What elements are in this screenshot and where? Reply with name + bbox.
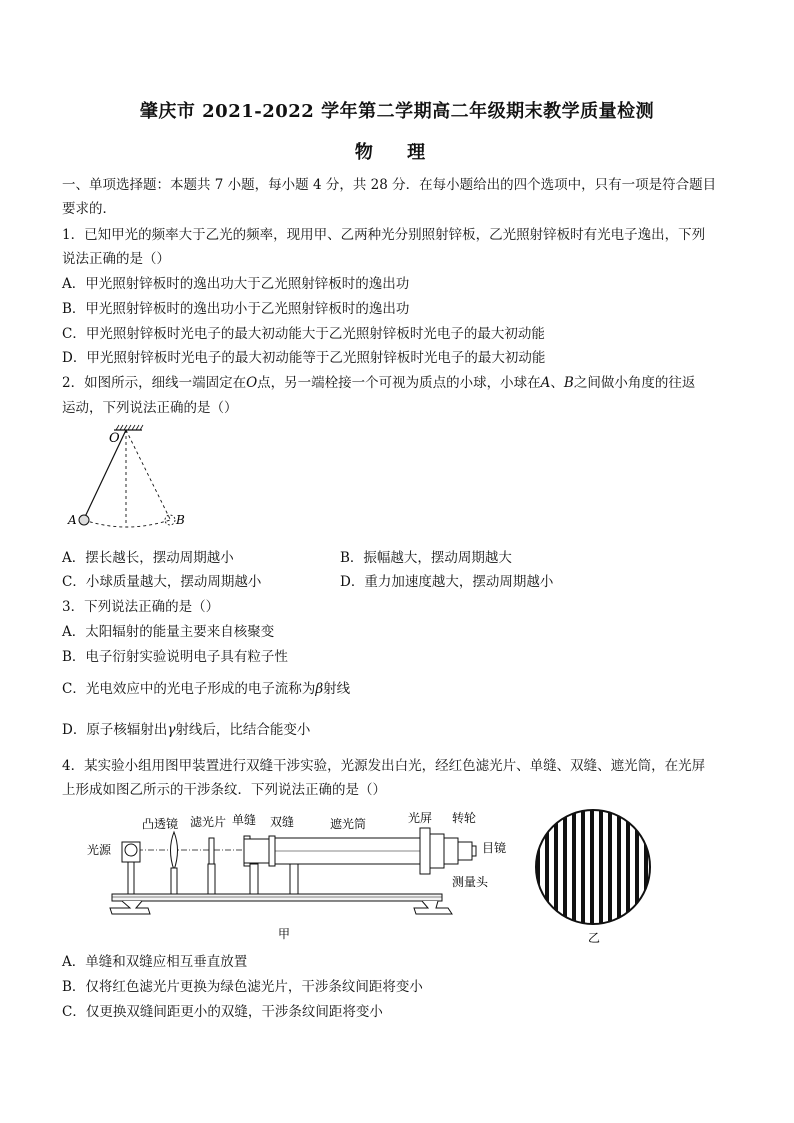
q4-stem-line1: 4．某实验小组用图甲装置进行双缝干涉实验，光源发出白光，经红色滤光片、单缝、双缝、遮光筒，在光屏 bbox=[62, 758, 706, 774]
label-a: A bbox=[68, 513, 77, 527]
subject-title: 物 理 bbox=[354, 142, 440, 163]
label-light-source: 光源 bbox=[87, 843, 112, 857]
double-slit-apparatus-figure bbox=[82, 808, 522, 946]
dark-fringe bbox=[608, 808, 612, 928]
q3-d-text: 射线后，比结合能变小 bbox=[175, 722, 311, 738]
light-source-post bbox=[128, 862, 134, 894]
filter-post bbox=[208, 864, 215, 894]
pendulum-ball-ghost bbox=[165, 515, 175, 525]
measuring-wheel bbox=[444, 838, 458, 864]
dark-fringe bbox=[644, 808, 648, 928]
q2-point-b: B bbox=[563, 375, 574, 391]
label-fig-jia: 甲 bbox=[278, 927, 291, 941]
label-single-slit: 单缝 bbox=[232, 813, 257, 827]
q2-stem-part: 之间做小角度的往返 bbox=[573, 375, 696, 391]
right-dashed-string bbox=[126, 430, 170, 519]
q1-option-c: C．甲光照射锌板时光电子的最大初动能大于乙光照射锌板时光电子的最大初动能 bbox=[62, 326, 545, 342]
rail-right-stand bbox=[414, 901, 452, 914]
swing-arc bbox=[84, 520, 170, 527]
label-measuring-head: 测量头 bbox=[452, 875, 489, 889]
q4-option-a: A．单缝和双缝应相互垂直放置 bbox=[62, 954, 248, 970]
label-eyepiece: 目镜 bbox=[482, 841, 507, 855]
dark-fringe bbox=[590, 808, 594, 928]
q2-option-c: C．小球质量越大，摆动周期越小 bbox=[62, 574, 262, 590]
optical-rail bbox=[112, 894, 442, 901]
exam-title: 肇庆市 2021-2022 学年第二学期高二年级期末教学质量检测 bbox=[139, 101, 655, 122]
tube-left-post bbox=[250, 864, 258, 894]
q3-c-text: C．光电效应中的光电子形成的电子流称为 bbox=[62, 681, 316, 697]
q1-option-a: A．甲光照射锌板时的逸出功大于乙光照射锌板时的逸出功 bbox=[62, 276, 410, 292]
dark-fringe bbox=[545, 808, 549, 928]
dark-fringe bbox=[581, 808, 585, 928]
convex-lens bbox=[171, 832, 178, 870]
q2-option-b: B．振幅越大，摆动周期越大 bbox=[340, 550, 512, 566]
q3-c-text: 射线 bbox=[323, 681, 351, 697]
label-hood: 遮光筒 bbox=[330, 817, 367, 831]
q1-stem-line2: 说法正确的是（） bbox=[62, 251, 170, 267]
label-screen: 光屏 bbox=[408, 811, 433, 825]
q3-option-a: A．太阳辐射的能量主要来自核聚变 bbox=[62, 624, 275, 640]
q3-stem: 3．下列说法正确的是（） bbox=[62, 599, 220, 615]
q1-option-b: B．甲光照射锌板时的逸出功小于乙光照射锌板时的逸出功 bbox=[62, 301, 410, 317]
screen-plate bbox=[420, 828, 430, 874]
label-convex-lens: 凸透镜 bbox=[142, 817, 179, 831]
pendulum-figure bbox=[62, 422, 202, 534]
section-instruction-line2: 要求的． bbox=[62, 201, 116, 217]
q1-stem-line1: 1．已知甲光的频率大于乙光的频率，现用甲、乙两种光分别照射锌板，乙光照射锌板时有光电子逸出，下列 bbox=[62, 227, 706, 243]
q1-option-d: D．甲光照射锌板时光电子的最大初动能等于乙光照射锌板时光电子的最大初动能 bbox=[62, 350, 546, 366]
q2-option-d: D．重力加速度越大，摆动周期越小 bbox=[340, 574, 554, 590]
label-o: O bbox=[109, 431, 120, 446]
measuring-head-body bbox=[430, 834, 444, 868]
dark-fringe bbox=[563, 808, 567, 928]
label-fig-yi: 乙 bbox=[588, 931, 601, 945]
beta-symbol: β bbox=[315, 681, 324, 697]
q3-option-d bbox=[62, 721, 310, 739]
q4-option-c: C．仅更换双缝间距更小的双缝，干涉条纹间距将变小 bbox=[62, 1004, 383, 1020]
dark-fringe bbox=[635, 808, 639, 928]
eyepiece bbox=[458, 842, 472, 860]
label-double-slit: 双缝 bbox=[270, 815, 295, 829]
pendulum-ball bbox=[79, 515, 89, 525]
double-slit bbox=[269, 836, 275, 866]
dark-fringe bbox=[617, 808, 621, 928]
eyepiece-cap bbox=[472, 846, 476, 856]
q2-stem-line1 bbox=[62, 374, 695, 392]
interference-fringes-figure bbox=[532, 808, 658, 948]
filter-plate bbox=[209, 838, 214, 864]
q3-d-text: D．原子核辐射出 bbox=[62, 722, 168, 738]
q2-option-a: A．摆长越长，摆动周期越小 bbox=[62, 550, 234, 566]
dark-fringe bbox=[599, 808, 603, 928]
section-instruction-line1: 一、单项选择题：本题共 7 小题，每小题 4 分，共 28 分．在每小题给出的四个选项中，只有一项是符合题目 bbox=[62, 177, 717, 193]
q4-option-b: B．仅将红色滤光片更换为绿色滤光片，干涉条纹间距将变小 bbox=[62, 979, 423, 995]
q2-stem-part: 点，另一端栓接一个可视为质点的小球，小球在 bbox=[257, 375, 541, 391]
q4-stem-line2: 上形成如图乙所示的干涉条纹．下列说法正确的是（） bbox=[62, 782, 386, 798]
dark-fringe bbox=[653, 808, 657, 928]
q3-option-c bbox=[62, 680, 350, 698]
q2-stem-part: 2．如图所示，细线一端固定在 bbox=[62, 375, 247, 391]
q2-point-a: A bbox=[540, 375, 551, 391]
light-source-lamp bbox=[125, 844, 137, 856]
label-filter: 滤光片 bbox=[190, 815, 227, 829]
q2-point-o: O bbox=[246, 375, 258, 391]
q2-stem-line2: 运动，下列说法正确的是（） bbox=[62, 400, 238, 416]
ceiling-hatch bbox=[116, 425, 143, 430]
label-b: B bbox=[176, 513, 185, 527]
rail-left-stand bbox=[110, 901, 150, 914]
label-wheel: 转轮 bbox=[452, 811, 477, 825]
pendulum-string bbox=[84, 430, 126, 519]
gamma-symbol: γ bbox=[167, 722, 176, 738]
q3-option-b: B．电子衍射实验说明电子具有粒子性 bbox=[62, 649, 288, 665]
lens-post bbox=[171, 868, 177, 894]
tube-right-post bbox=[290, 864, 298, 894]
dark-fringe bbox=[572, 808, 576, 928]
q2-stem-sep: 、 bbox=[550, 375, 564, 391]
